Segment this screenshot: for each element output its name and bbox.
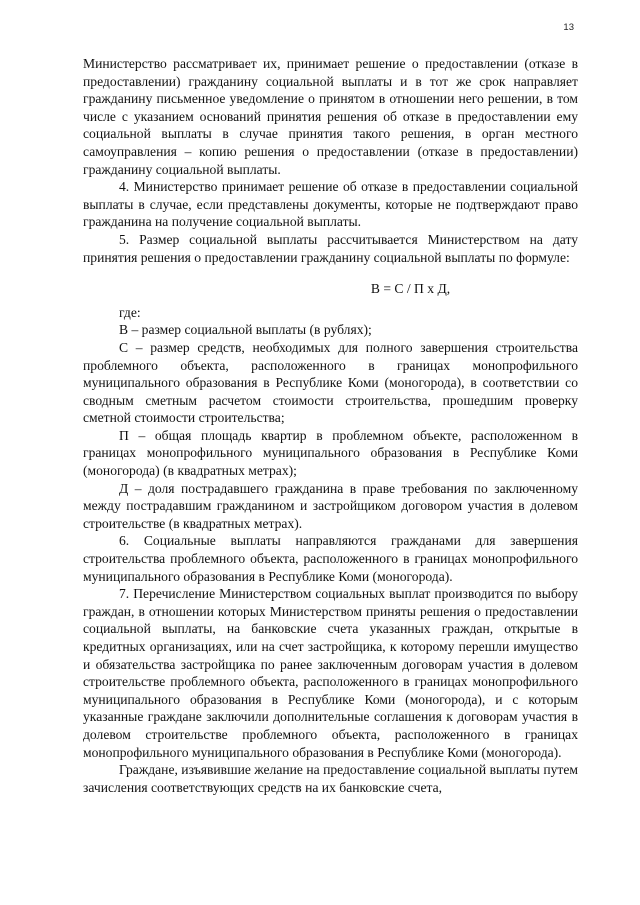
paragraph: С – размер средств, необходимых для полного завершения строительства проблемного объекта, расположенного в границах монопрофильного муниципального образования в Республике Коми (моногорода), в соответствии со сводным сметным расчетом стоимости строительства, прошедшим проверку сметной стоимости строительства; [83, 339, 578, 426]
paragraph: Граждане, изъявившие желание на предоставление социальной выплаты путем зачисления соответствующих средств на их банковские счета, [83, 762, 578, 795]
paragraph: В – размер социальной выплаты (в рублях); [119, 322, 372, 338]
paragraph: 7. Перечисление Министерством социальных выплат производится по выбору граждан, в отношении которых Министерством приняты решения о предоставлении социальной выплаты, на банковские счета указанных граждан, открытые в кредитных организациях, или на счет застройщика, к которому перешли имущество и обязательства застройщика по ранее заключенным договорам участия в долевом строительстве проблемного объекта, расположенного в границах монопрофильного муниципального образования в Республике Коми (моногорода), и с которым указанные граждане заключили дополнительные соглашения к договорам участия в долевом строительстве проблемного объекта, расположенного в границах монопрофильного муниципального образования в Республике Коми (моногорода). [83, 586, 578, 760]
formula-where-label: где: [119, 304, 141, 320]
paragraph: Д – доля пострадавшего гражданина в праве требования по заключенному между пострадавшим гражданином и застройщиком договором участия в долевом строительстве (в квадратных метрах). [83, 480, 578, 531]
paragraph: П – общая площадь квартир в проблемном объекте, расположенном в границах монопрофильного муниципального образования в Республике Коми (моногорода) (в квадратных метрах); [83, 427, 578, 479]
paragraph: 6. Социальные выплаты направляются гражданами для завершения строительства проблемного объекта, расположенного в границах монопрофильного муниципального образования в Республике Коми (моногорода). [83, 533, 578, 584]
paragraphs-after-formula [83, 321, 578, 796]
paragraph: Министерство рассматривает их, принимает решение о предоставлении (отказе в предоставлении) гражданину социальной выплаты и в тот же срок направляет гражданину письменное уведомление о принятом в отношении него решении, в том числе с указанием оснований принятия решения об отказе в предоставлении ему социальной выплаты в случае принятия такого решения, в орган местного самоуправления – копию решения о предоставлении (отказе в предоставлении) гражданину социальной выплаты. [83, 56, 578, 177]
document-body [83, 55, 578, 796]
paragraph: 4. Министерство принимает решение об отказе в предоставлении социальной выплаты в случае, если представлены документы, которые не подтверждают право гражданина на получение социальной выплаты. [83, 179, 578, 230]
paragraph: 5. Размер социальной выплаты рассчитывается Министерством на дату принятия решения о предоставлении гражданину социальной выплаты по формуле: [83, 231, 578, 265]
page-number: 13 [563, 22, 574, 33]
formula: В = С / П х Д, [370, 281, 451, 297]
paragraphs-before-formula [83, 55, 578, 266]
